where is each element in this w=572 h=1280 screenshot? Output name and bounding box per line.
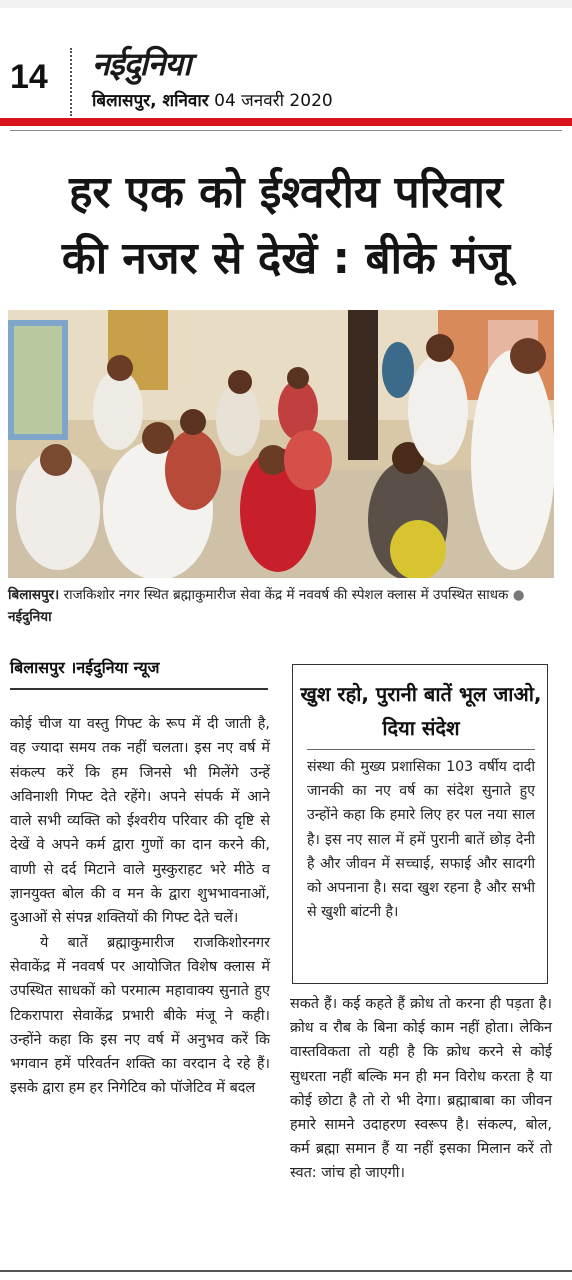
group-photo-illustration bbox=[8, 310, 554, 578]
article-column-2: सकते हैं। कई कहते हैं क्रोध तो करना ही पड़ता है। क्रोध व रौब के बिना कोई काम नहीं होता। लेकिन वास्तविकता तो यही है कि क्रोध करने से कोई सुधरता नहीं बल्कि मन ही मन विरोध करता है या कोई छोटा है तो रो भी देगा। ब्रह्माबाबा का जीवन हमारे सामने उदाहरण स्वरूप है। संकल्प, बोल, कर्म ब्रह्मा समान हैं या नहीं इसका मिलान करें तो स्वत: जांच हो जाएगी। bbox=[290, 996, 552, 1182]
byline-rule bbox=[10, 688, 268, 690]
header-thin-rule bbox=[10, 130, 562, 131]
caption-place: बिलासपुर। bbox=[8, 587, 60, 603]
sidebar-box bbox=[292, 664, 548, 984]
article-byline: बिलासपुर ।नईदुनिया न्यूज bbox=[10, 658, 160, 677]
dateline bbox=[92, 88, 333, 111]
caption-text: राजकिशोर नगर स्थित ब्रह्माकुमारीज सेवा केंद्र में नववर्ष की स्पेशल क्लास में उपस्थित साधक bbox=[59, 587, 513, 603]
photo-caption bbox=[8, 584, 558, 628]
header-separator bbox=[70, 48, 72, 116]
dateline-city-day: बिलासपुर, शनिवार bbox=[92, 91, 209, 111]
sidebar-box-rule bbox=[307, 749, 535, 750]
caption-credit: नईदुनिया bbox=[8, 609, 52, 625]
headline-line-2: की नजर से देखें : बीके मंजू bbox=[61, 233, 511, 284]
article-paragraph-1: कोई चीज या वस्तु गिफ्ट के रूप में दी जाती है, वह ज्यादा समय तक नहीं चलता। इस नए वर्ष में संकल्प करें कि हम जिनसे भी मिलेंगे उन्हें अविनाशी गिफ्ट देते रहेंगे। अपने संपर्क में आने वाले सभी व्यक्ति को ईश्वरीय परिवार की दृष्टि से देखें वे अपने कर्म द्वारा गुणों का दान करने की, वाणी से दर्द मिटाने वाले मुस्कुराहट भरे मीठे व ज्ञानयुक्त बोल की व मन के द्वारा शुभभावनाओं, दुआओं से संपन्न शक्तियों की गिफ्ट देते चलें। bbox=[10, 716, 270, 927]
top-strip bbox=[0, 0, 572, 8]
page-number: 14 bbox=[10, 58, 48, 96]
sidebar-box-body: संस्था की मुख्य प्रशासिका 103 वर्षीय दादी जानकी का नए वर्ष का संदेश सुनाते हुए उन्होंने कहा कि हमारे लिए हर पल नया साल है। इस नए साल में हमें पुरानी बातें छोड़ देनी है और जीवन में सच्चाई, सफाई और सादगी को अपनाना है। सदा खुश रहना है और सभी से खुशी बांटनी है। bbox=[307, 759, 535, 921]
article-paragraph-2: ये बातें ब्रह्माकुमारीज राजकिशोरनगर सेवाकेंद्र में नववर्ष पर आयोजित विशेष क्लास में उपस्थित साधकों को परमात्म महावाक्य सुनाते हुए टिकरापारा सेवाकेंद्र प्रभारी बीके मंजू ने कही। उन्होंने कहा कि इस नए वर्ष में अनुभव करें कि भगवान हमें परिवर्तन शक्ति का वरदान दे रहे हैं।इसके द्वारा हम हर निगेटिव को पॉजेटिव में बदल bbox=[10, 934, 270, 1097]
article-headline bbox=[0, 160, 572, 292]
dateline-date: 04 जनवरी 2020 bbox=[214, 91, 333, 111]
newspaper-masthead: नईदुनिया bbox=[92, 45, 191, 83]
headline-line-1: हर एक को ईश्वरीय परिवार bbox=[69, 167, 503, 218]
sidebar-box-title: खुश रहो, पुरानी बातें भूल जाओ, दिया संदेश bbox=[300, 682, 542, 740]
header-red-rule bbox=[0, 118, 572, 126]
article-column-1 bbox=[10, 712, 270, 1101]
bottom-rule bbox=[0, 1270, 572, 1272]
caption-bullet-icon: ● bbox=[512, 587, 525, 603]
article-photo bbox=[8, 310, 554, 578]
